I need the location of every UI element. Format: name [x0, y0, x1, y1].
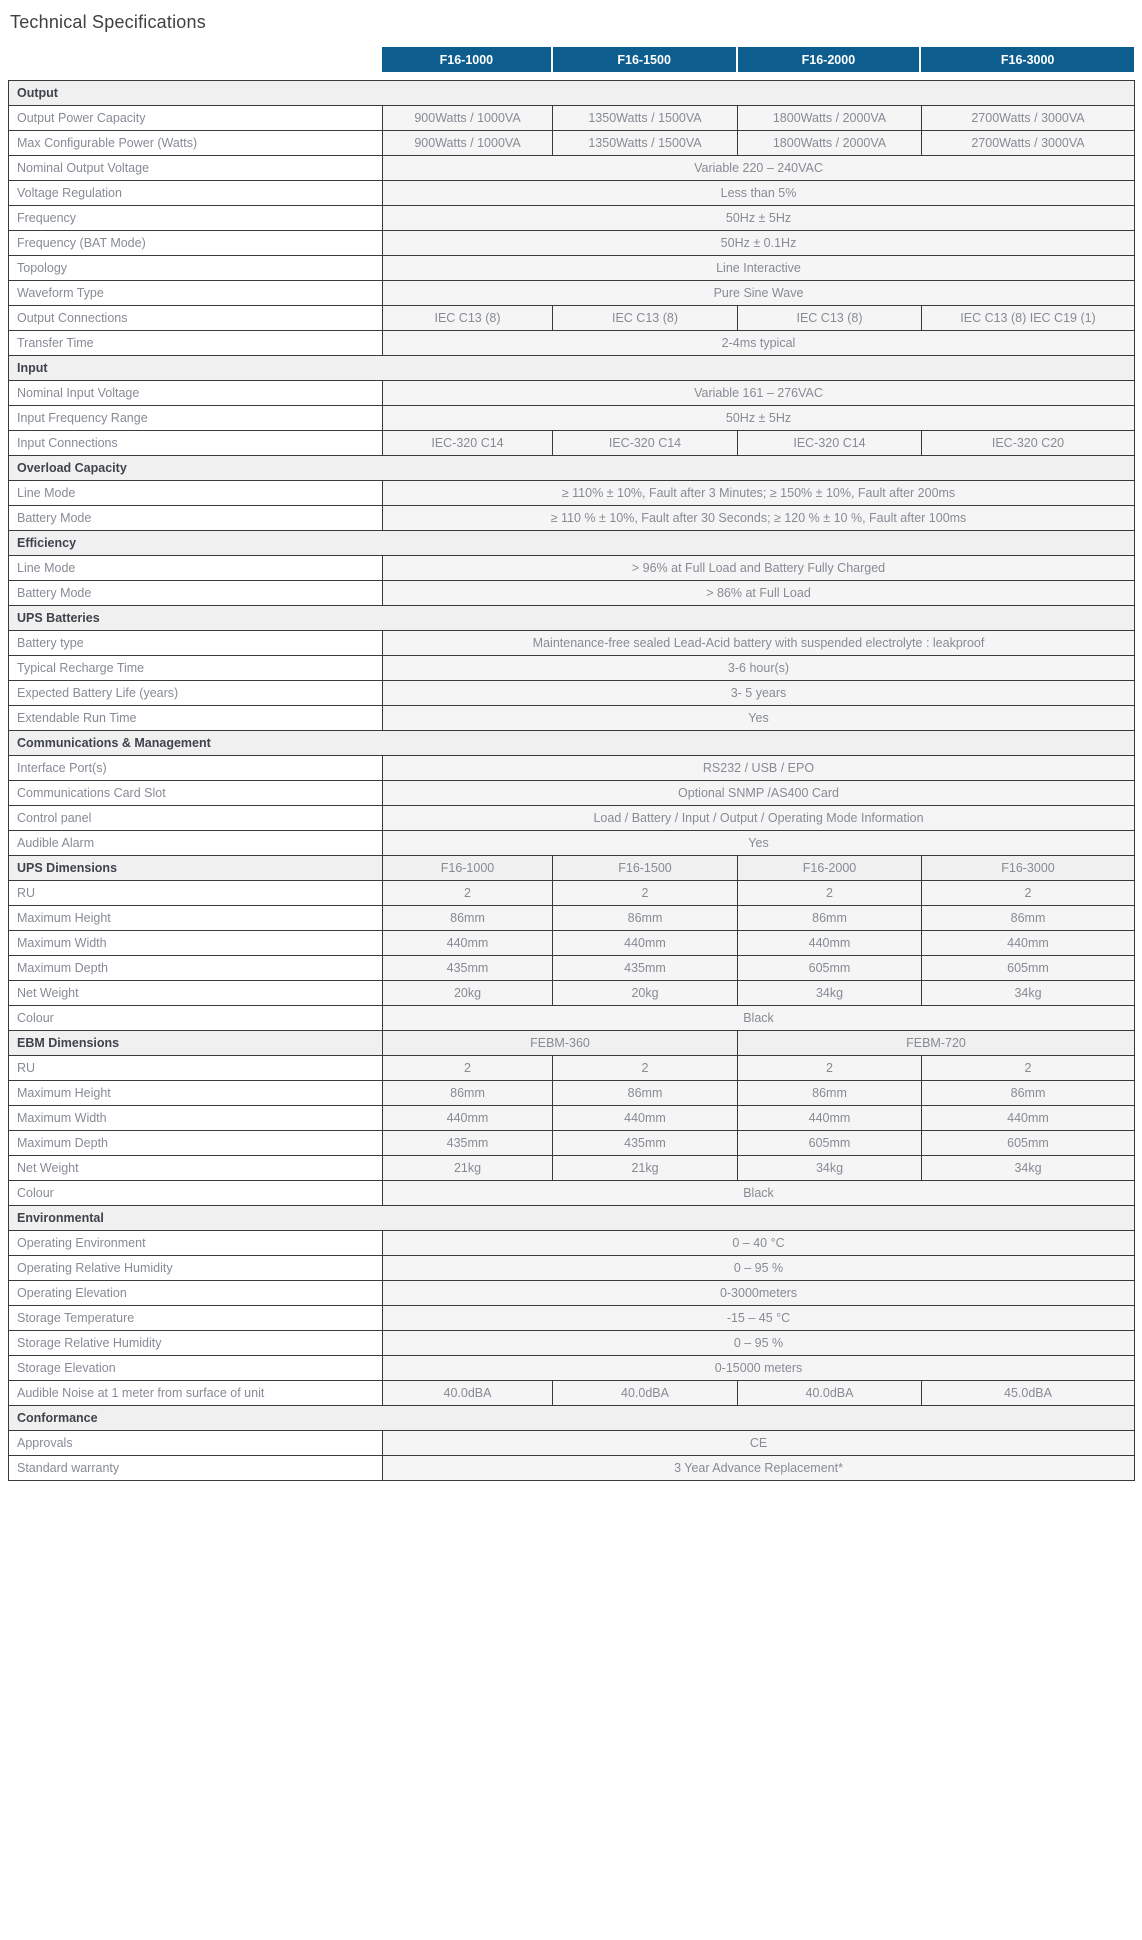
row-label: Input Connections: [9, 431, 383, 456]
spec-row: [9, 1306, 1135, 1331]
spec-row: [9, 981, 1135, 1006]
row-value: Optional SNMP /AS400 Card: [383, 781, 1135, 806]
row-value: ≥ 110 % ± 10%, Fault after 30 Seconds; ≥ 120 % ± 10 %, Fault after 100ms: [383, 506, 1135, 531]
row-value: 440mm: [553, 1106, 738, 1131]
spec-row: [9, 956, 1135, 981]
row-label: Maximum Width: [9, 931, 383, 956]
row-label: Colour: [9, 1006, 383, 1031]
row-label: Net Weight: [9, 1156, 383, 1181]
section-row: [9, 456, 1135, 481]
row-value: CE: [383, 1431, 1135, 1456]
row-label: Maximum Width: [9, 1106, 383, 1131]
row-value: 2700Watts / 3000VA: [922, 131, 1135, 156]
spec-row: [9, 806, 1135, 831]
spec-row: [9, 831, 1135, 856]
row-value: > 86% at Full Load: [383, 581, 1135, 606]
model-header-row: [382, 47, 1134, 72]
model-header-f16-3000[interactable]: F16-3000: [921, 47, 1134, 72]
row-value: 86mm: [738, 1081, 922, 1106]
row-value: 2: [553, 881, 738, 906]
row-value: 2: [738, 881, 922, 906]
spec-row: [9, 156, 1135, 181]
row-value: 2: [383, 1056, 553, 1081]
row-label: RU: [9, 881, 383, 906]
row-label: Voltage Regulation: [9, 181, 383, 206]
section-title: Overload Capacity: [9, 456, 1135, 481]
spec-row: [9, 431, 1135, 456]
section-row: [9, 1206, 1135, 1231]
row-value: 20kg: [383, 981, 553, 1006]
spec-row: [9, 631, 1135, 656]
row-value: 435mm: [383, 956, 553, 981]
row-value: 440mm: [383, 931, 553, 956]
row-value: 0-3000meters: [383, 1281, 1135, 1306]
row-label: Max Configurable Power (Watts): [9, 131, 383, 156]
row-value: 0 – 95 %: [383, 1331, 1135, 1356]
row-label: Storage Elevation: [9, 1356, 383, 1381]
row-label: Expected Battery Life (years): [9, 681, 383, 706]
row-value: 86mm: [738, 906, 922, 931]
spec-row: [9, 556, 1135, 581]
row-value: 900Watts / 1000VA: [383, 131, 553, 156]
row-value: 605mm: [922, 956, 1135, 981]
row-label: Frequency: [9, 206, 383, 231]
row-value: 50Hz ± 5Hz: [383, 406, 1135, 431]
row-label: Control panel: [9, 806, 383, 831]
row-value: 440mm: [738, 931, 922, 956]
row-value: -15 – 45 °C: [383, 1306, 1135, 1331]
row-label: RU: [9, 1056, 383, 1081]
row-value: Line Interactive: [383, 256, 1135, 281]
row-label: Communications Card Slot: [9, 781, 383, 806]
row-value: 435mm: [383, 1131, 553, 1156]
section-title: UPS Dimensions: [9, 856, 383, 881]
row-label: Maximum Depth: [9, 1131, 383, 1156]
section-row: [9, 856, 1135, 881]
spec-row: [9, 406, 1135, 431]
spec-row: [9, 581, 1135, 606]
page-title: Technical Specifications: [10, 12, 206, 32]
section-title: Input: [9, 356, 1135, 381]
row-value: 440mm: [553, 931, 738, 956]
row-label: Waveform Type: [9, 281, 383, 306]
row-value: 34kg: [738, 981, 922, 1006]
row-value: IEC C13 (8): [383, 306, 553, 331]
row-value: 2: [383, 881, 553, 906]
row-label: Net Weight: [9, 981, 383, 1006]
spec-row: [9, 1156, 1135, 1181]
row-value: Pure Sine Wave: [383, 281, 1135, 306]
section-value: F16-1000: [383, 856, 553, 881]
row-label: Audible Alarm: [9, 831, 383, 856]
row-label: Maximum Depth: [9, 956, 383, 981]
spec-row: [9, 906, 1135, 931]
row-value: 440mm: [383, 1106, 553, 1131]
spec-row: [9, 1431, 1135, 1456]
row-value: 2700Watts / 3000VA: [922, 106, 1135, 131]
spec-row: [9, 1181, 1135, 1206]
spec-row: [9, 781, 1135, 806]
section-row: [9, 531, 1135, 556]
model-header-f16-2000[interactable]: F16-2000: [738, 47, 920, 72]
row-label: Transfer Time: [9, 331, 383, 356]
spec-row: [9, 931, 1135, 956]
row-value: 40.0dBA: [383, 1381, 553, 1406]
section-title: UPS Batteries: [9, 606, 1135, 631]
row-value: 605mm: [738, 956, 922, 981]
row-value: 0-15000 meters: [383, 1356, 1135, 1381]
row-value: ≥ 110% ± 10%, Fault after 3 Minutes; ≥ 150% ± 10%, Fault after 200ms: [383, 481, 1135, 506]
row-value: 605mm: [922, 1131, 1135, 1156]
row-value: > 96% at Full Load and Battery Fully Charged: [383, 556, 1135, 581]
section-row: [9, 606, 1135, 631]
section-title: Output: [9, 81, 1135, 106]
spec-row: [9, 881, 1135, 906]
row-label: Operating Environment: [9, 1231, 383, 1256]
row-label: Approvals: [9, 1431, 383, 1456]
row-label: Operating Elevation: [9, 1281, 383, 1306]
row-label: Maximum Height: [9, 906, 383, 931]
row-value: 86mm: [383, 1081, 553, 1106]
row-value: 3 Year Advance Replacement*: [383, 1456, 1135, 1481]
spec-row: [9, 1356, 1135, 1381]
spec-table: [8, 80, 1135, 1481]
row-value: 440mm: [738, 1106, 922, 1131]
spec-row: [9, 1006, 1135, 1031]
row-value: Variable 220 – 240VAC: [383, 156, 1135, 181]
spec-row: [9, 306, 1135, 331]
row-value: Yes: [383, 706, 1135, 731]
row-value: 0 – 40 °C: [383, 1231, 1135, 1256]
row-value: 21kg: [553, 1156, 738, 1181]
spec-row: [9, 706, 1135, 731]
spec-row: [9, 756, 1135, 781]
spec-row: [9, 1456, 1135, 1481]
spec-row: [9, 131, 1135, 156]
row-value: Load / Battery / Input / Output / Operating Mode Information: [383, 806, 1135, 831]
row-label: Topology: [9, 256, 383, 281]
section-value: F16-1500: [553, 856, 738, 881]
row-value: IEC C13 (8): [553, 306, 738, 331]
row-value: 0 – 95 %: [383, 1256, 1135, 1281]
row-value: IEC-320 C14: [553, 431, 738, 456]
row-value: 86mm: [922, 906, 1135, 931]
row-value: 3-6 hour(s): [383, 656, 1135, 681]
row-value: 86mm: [383, 906, 553, 931]
row-label: Interface Port(s): [9, 756, 383, 781]
row-value: Variable 161 – 276VAC: [383, 381, 1135, 406]
spec-row: [9, 1256, 1135, 1281]
row-label: Output Connections: [9, 306, 383, 331]
row-label: Battery type: [9, 631, 383, 656]
spec-row: [9, 231, 1135, 256]
row-value: 605mm: [738, 1131, 922, 1156]
section-row: [9, 356, 1135, 381]
row-value: 2: [922, 1056, 1135, 1081]
section-title: Conformance: [9, 1406, 1135, 1431]
row-label: Colour: [9, 1181, 383, 1206]
row-value: IEC C13 (8) IEC C19 (1): [922, 306, 1135, 331]
spec-row: [9, 1281, 1135, 1306]
row-value: 50Hz ± 0.1Hz: [383, 231, 1135, 256]
section-title: Communications & Management: [9, 731, 1135, 756]
spec-row: [9, 506, 1135, 531]
spec-row: [9, 331, 1135, 356]
spec-row: [9, 1081, 1135, 1106]
section-row: [9, 81, 1135, 106]
row-label: Battery Mode: [9, 581, 383, 606]
row-label: Storage Relative Humidity: [9, 1331, 383, 1356]
row-value: Yes: [383, 831, 1135, 856]
spec-row: [9, 281, 1135, 306]
row-label: Output Power Capacity: [9, 106, 383, 131]
row-value: 40.0dBA: [553, 1381, 738, 1406]
spec-row: [9, 1106, 1135, 1131]
row-value: Maintenance-free sealed Lead-Acid battery with suspended electrolyte : leakproof: [383, 631, 1135, 656]
row-value: 2: [738, 1056, 922, 1081]
row-label: Maximum Height: [9, 1081, 383, 1106]
spec-row: [9, 1131, 1135, 1156]
row-label: Input Frequency Range: [9, 406, 383, 431]
row-value: IEC-320 C20: [922, 431, 1135, 456]
spec-row: [9, 1381, 1135, 1406]
row-label: Battery Mode: [9, 506, 383, 531]
row-value: IEC-320 C14: [383, 431, 553, 456]
row-label: Line Mode: [9, 556, 383, 581]
row-value: 1350Watts / 1500VA: [553, 106, 738, 131]
row-value: 440mm: [922, 931, 1135, 956]
section-row: [9, 731, 1135, 756]
row-value: 2: [553, 1056, 738, 1081]
section-value: FEBM-720: [738, 1031, 1135, 1056]
row-value: 2: [922, 881, 1135, 906]
section-row: [9, 1406, 1135, 1431]
row-label: Standard warranty: [9, 1456, 383, 1481]
row-value: IEC C13 (8): [738, 306, 922, 331]
row-value: 1800Watts / 2000VA: [738, 106, 922, 131]
spec-row: [9, 1331, 1135, 1356]
spec-row: [9, 656, 1135, 681]
spec-row: [9, 1056, 1135, 1081]
spec-table-body: [9, 81, 1135, 1481]
model-header-f16-1000[interactable]: F16-1000: [382, 47, 551, 72]
spec-row: [9, 1231, 1135, 1256]
row-value: 45.0dBA: [922, 1381, 1135, 1406]
row-label: Nominal Input Voltage: [9, 381, 383, 406]
row-label: Typical Recharge Time: [9, 656, 383, 681]
spec-row: [9, 381, 1135, 406]
spec-row: [9, 181, 1135, 206]
row-label: Frequency (BAT Mode): [9, 231, 383, 256]
row-value: 2-4ms typical: [383, 331, 1135, 356]
row-value: IEC-320 C14: [738, 431, 922, 456]
row-value: 40.0dBA: [738, 1381, 922, 1406]
section-value: F16-2000: [738, 856, 922, 881]
row-label: Operating Relative Humidity: [9, 1256, 383, 1281]
row-value: 21kg: [383, 1156, 553, 1181]
row-value: 86mm: [553, 906, 738, 931]
section-value: F16-3000: [922, 856, 1135, 881]
section-title: EBM Dimensions: [9, 1031, 383, 1056]
section-value: FEBM-360: [383, 1031, 738, 1056]
row-value: 900Watts / 1000VA: [383, 106, 553, 131]
row-value: 86mm: [553, 1081, 738, 1106]
row-label: Nominal Output Voltage: [9, 156, 383, 181]
row-value: 50Hz ± 5Hz: [383, 206, 1135, 231]
row-value: Black: [383, 1181, 1135, 1206]
section-row: [9, 1031, 1135, 1056]
spec-row: [9, 206, 1135, 231]
row-value: Black: [383, 1006, 1135, 1031]
row-value: 3- 5 years: [383, 681, 1135, 706]
row-value: Less than 5%: [383, 181, 1135, 206]
spec-row: [9, 681, 1135, 706]
row-label: Storage Temperature: [9, 1306, 383, 1331]
row-value: 1800Watts / 2000VA: [738, 131, 922, 156]
row-value: 435mm: [553, 1131, 738, 1156]
row-value: 34kg: [922, 1156, 1135, 1181]
row-label: Extendable Run Time: [9, 706, 383, 731]
spec-row: [9, 481, 1135, 506]
row-value: 1350Watts / 1500VA: [553, 131, 738, 156]
row-value: RS232 / USB / EPO: [383, 756, 1135, 781]
spec-row: [9, 106, 1135, 131]
model-header-f16-1500[interactable]: F16-1500: [553, 47, 736, 72]
section-title: Efficiency: [9, 531, 1135, 556]
row-label: Audible Noise at 1 meter from surface of unit: [9, 1381, 383, 1406]
row-value: 20kg: [553, 981, 738, 1006]
row-value: 34kg: [922, 981, 1135, 1006]
spec-row: [9, 256, 1135, 281]
row-value: 34kg: [738, 1156, 922, 1181]
row-value: 435mm: [553, 956, 738, 981]
row-value: 86mm: [922, 1081, 1135, 1106]
row-label: Line Mode: [9, 481, 383, 506]
section-title: Environmental: [9, 1206, 1135, 1231]
row-value: 440mm: [922, 1106, 1135, 1131]
